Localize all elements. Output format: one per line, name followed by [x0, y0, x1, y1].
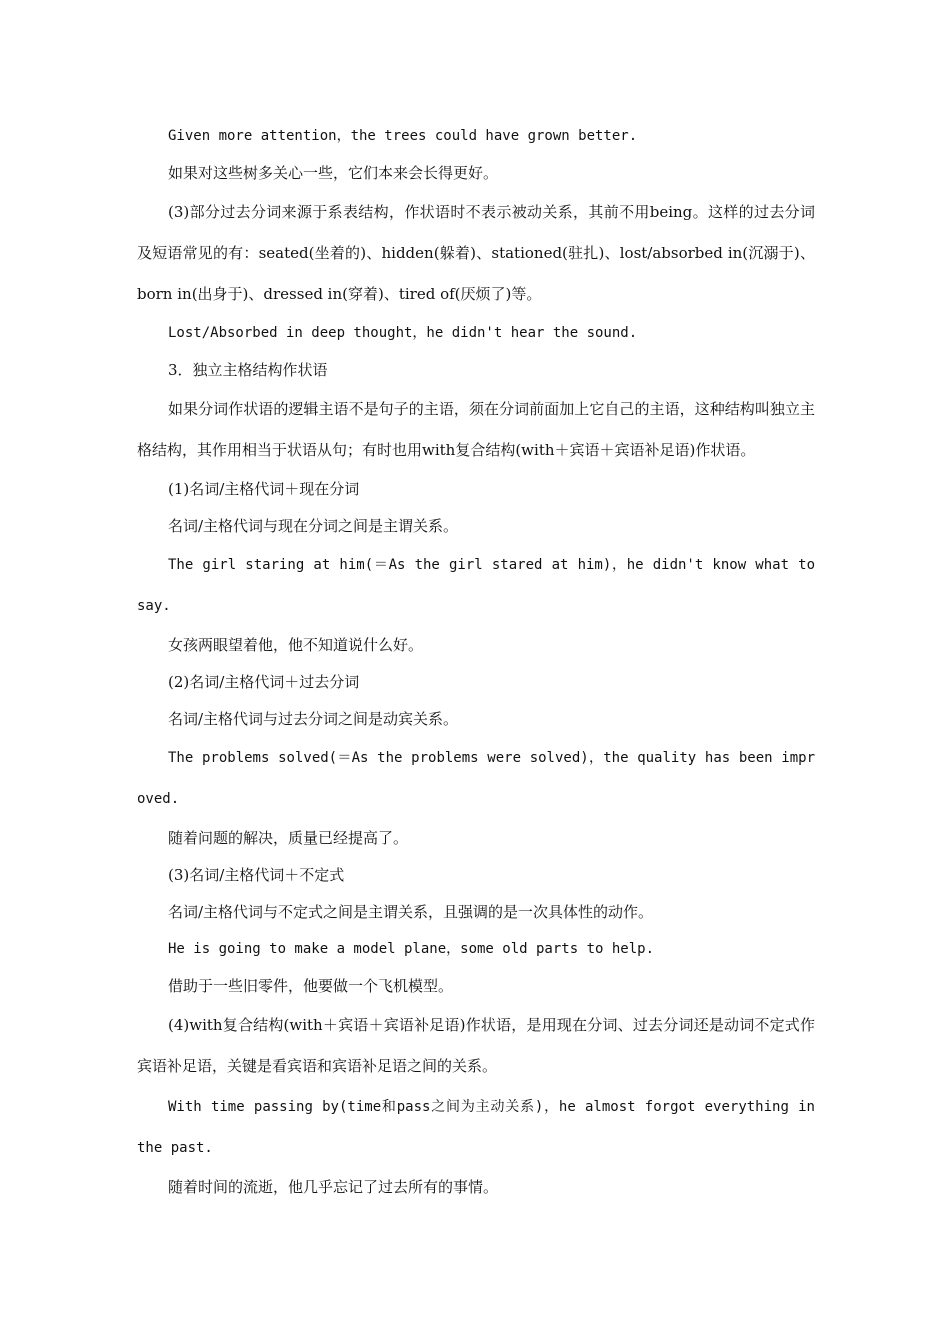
example-sentence: The problems solved(＝As the problems were solved)，the quality has been improved.: [137, 750, 815, 807]
translation: 随着时间的流逝，他几乎忘记了过去所有的事情。: [168, 1178, 499, 1196]
example-sentence: Given more attention，the trees could have grown better.: [168, 128, 638, 144]
example-sentence: Lost/Absorbed in deep thought，he didn't hear the sound.: [168, 325, 638, 341]
grammar-explanation: (4)with复合结构(with＋宾语＋宾语补足语)作状语，是用现在分词、过去分词还是动词不定式作宾语补足语，关键是看宾语和宾语补足语之间的关系。: [137, 1016, 815, 1075]
grammar-explanation: 名词/主格代词与现在分词之间是主谓关系。: [168, 517, 459, 535]
section-heading: 3．独立主格结构作状语: [168, 361, 328, 379]
grammar-explanation: (3)部分过去分词来源于系表结构，作状语时不表示被动关系，其前不用being。这样的过去分词及短语常见的有：seated(坐着的)、hidden(躲着)、stationed(驻扎)、lost/absorbed in(沉溺于)、born in(出身于)、dressed in(穿着)、tired of(厌烦了)等。: [137, 203, 815, 303]
translation: 随着问题的解决，质量已经提高了。: [168, 829, 409, 847]
example-sentence: With time passing by(time和pass之间为主动关系)，he almost forgot everything in the past.: [137, 1099, 815, 1156]
translation: 如果对这些树多关心一些，它们本来会长得更好。: [168, 164, 499, 182]
document-page: [137, 118, 815, 1206]
example-sentence: The girl staring at him(＝As the girl stared at him)，he didn't know what to say.: [137, 557, 815, 614]
subsection-heading: (1)名词/主格代词＋现在分词: [168, 480, 360, 498]
translation: 女孩两眼望着他，他不知道说什么好。: [168, 636, 424, 654]
subsection-heading: (2)名词/主格代词＋过去分词: [168, 673, 360, 691]
grammar-explanation: 名词/主格代词与过去分词之间是动宾关系。: [168, 710, 459, 728]
example-sentence: He is going to make a model plane，some old parts to help.: [168, 941, 655, 957]
subsection-heading: (3)名词/主格代词＋不定式: [168, 866, 345, 884]
grammar-explanation: 如果分词作状语的逻辑主语不是句子的主语，须在分词前面加上它自己的主语，这种结构叫独立主格结构，其作用相当于状语从句；有时也用with复合结构(with＋宾语＋宾语补足语)作状语。: [137, 400, 815, 459]
translation: 借助于一些旧零件，他要做一个飞机模型。: [168, 977, 454, 995]
grammar-explanation: 名词/主格代词与不定式之间是主谓关系，且强调的是一次具体性的动作。: [168, 903, 654, 921]
